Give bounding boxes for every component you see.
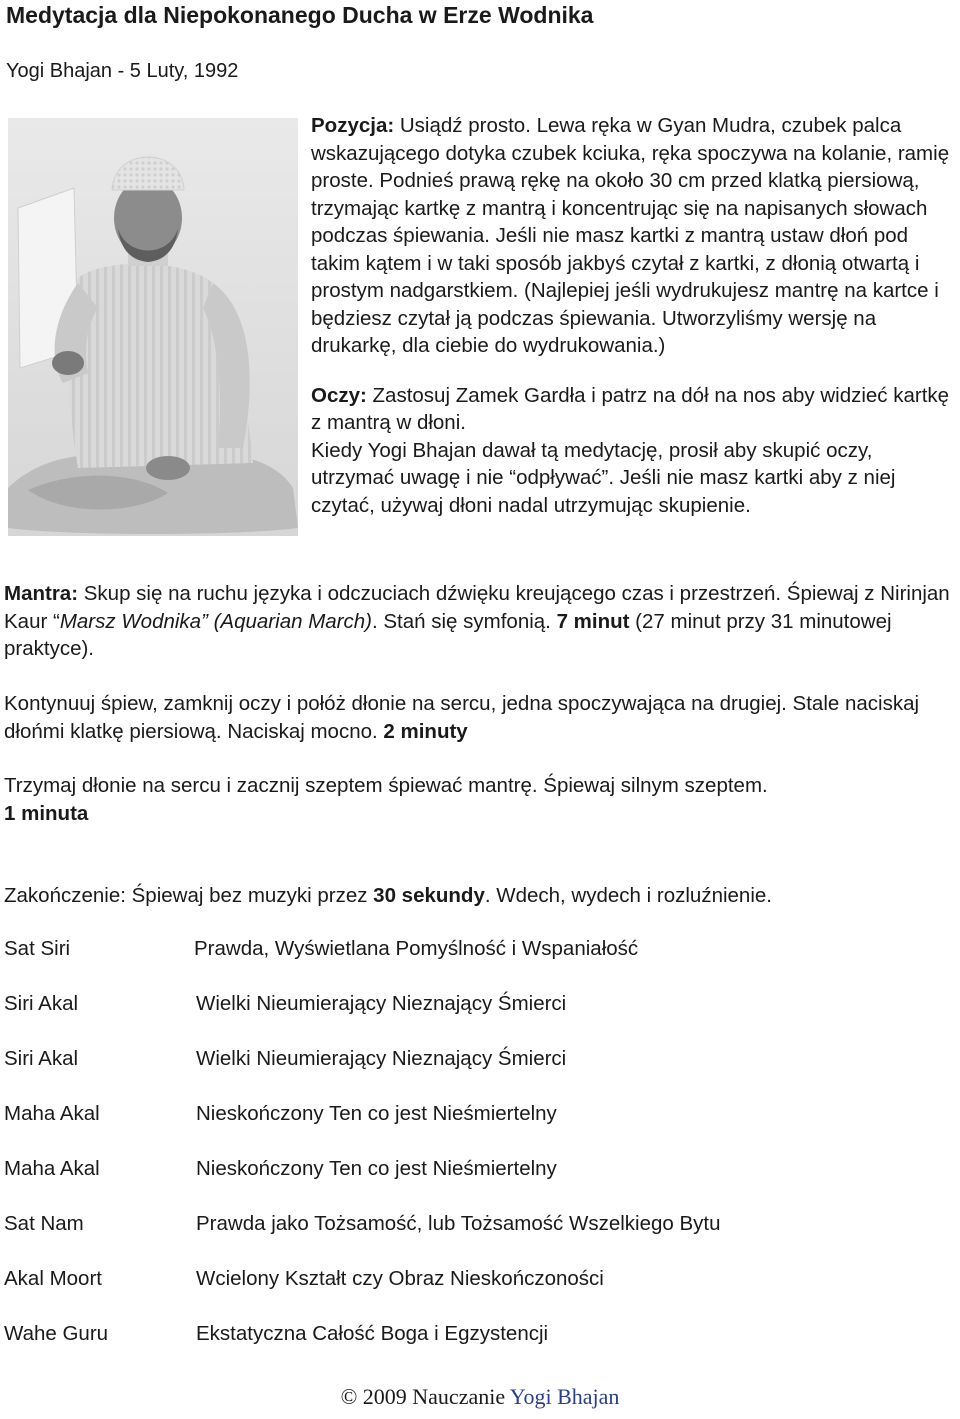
mantra-label: Mantra: (4, 582, 79, 605)
mantra-term: Akal Moort (4, 1267, 102, 1290)
mantra-line (4, 1212, 944, 1242)
position-paragraph (311, 112, 951, 360)
eyes-note: Kiedy Yogi Bhajan dawał tą medytację, prosił aby skupić oczy, utrzymać uwagę i nie “odpływać”. Jeśli nie masz kartki aby z niej czytać, używaj dłoni nadal utrzymując skupienie. (311, 438, 896, 517)
mantra-line (4, 1157, 944, 1187)
step3-paragraph (4, 772, 954, 827)
page-title: Medytacja dla Niepokonanego Ducha w Erze Wodnika (6, 2, 594, 28)
ending-paragraph (4, 882, 954, 910)
mantra-translation: Wcielony Kształt czy Obraz Nieskończoności (196, 1267, 604, 1290)
position-label: Pozycja: (311, 114, 395, 137)
mantra-term: Sat Siri (4, 937, 71, 960)
mantra-translation: Wielki Nieumierający Nieznający Śmierci (196, 992, 567, 1015)
eyes-paragraph (311, 382, 951, 437)
mantra-term: Maha Akal (4, 1157, 100, 1180)
ending-text-2: . Wdech, wydech i rozluźnienie. (484, 884, 772, 907)
step2-text: Kontynuuj śpiew, zamknij oczy i połóż dłonie na sercu, jedna spoczywająca na drugiej. Stale naciskaj dłońmi klatkę piersiową. Naciskaj mocno. (4, 692, 920, 743)
mantra-line (4, 1102, 944, 1132)
footer (0, 1384, 960, 1410)
mantra-translation: Prawda, Wyświetlana Pomyślność i Wspaniałość (194, 937, 639, 960)
mantra-term: Siri Akal (4, 992, 79, 1015)
mantra-text-3: (27 minut przy 31 minutowej praktyce). (4, 609, 892, 660)
position-text: Usiądź prosto. Lewa ręka w Gyan Mudra, czubek palca wskazującego dotyka czubek kciuka, ręka spoczywa na kolanie, ramię proste. Podnieś prawą rękę na około 30 cm przed klatką piersiową, trzymając kartkę z mantrą i koncentrując się na napisanych słowach podczas śpiewania. Jeśli nie masz kartki z mantrą ustaw dłoń pod takim kątem i w taki sposób jakbyś czytał z kartki, z dłonią otwartą i prostym nadgarstkiem. (Najlepiej jeśli wydrukujesz mantrę na kartce i będziesz czytał ją podczas śpiewania. Utworzyliśmy wersję na drukarkę, dla ciebie do wydrukowania.) (311, 114, 950, 357)
mantra-duration: 7 minut (556, 609, 630, 633)
mantra-term: Wahe Guru (4, 1322, 109, 1345)
mantra-translation: Nieskończony Ten co jest Nieśmiertelny (196, 1157, 557, 1180)
step2-duration: 2 minuty (383, 719, 468, 743)
step3-text: Trzymaj dłonie na sercu i zacznij szeptem śpiewać mantrę. Śpiewaj silnym szeptem. (4, 774, 768, 797)
instructions-column (311, 112, 951, 519)
eyes-label: Oczy: (311, 383, 367, 407)
mantra-text-2: . Stań się symfonią. (371, 609, 557, 633)
step2-paragraph (4, 690, 954, 745)
ending-text-1: Zakończenie: Śpiewaj bez muzyki przez (4, 884, 374, 907)
footer-copyright: © 2009 Nauczanie (340, 1384, 510, 1409)
mantra-translation: Prawda jako Tożsamość, lub Tożsamość Wszelkiego Bytu (196, 1212, 721, 1235)
mantra-paragraph (4, 580, 954, 663)
mantra-line (4, 1322, 944, 1352)
mantra-translation: Nieskończony Ten co jest Nieśmiertelny (196, 1102, 557, 1125)
mantra-song: Marsz Wodnika” (Aquarian March) (59, 609, 372, 633)
mantra-term: Maha Akal (4, 1102, 100, 1125)
mantra-line (4, 937, 944, 967)
mantra-text-1: Skup się na ruchu języka i odczuciach dźwięku kreującego czas i przestrzeń. Śpiewaj z Nirinjan Kaur “ (4, 582, 950, 633)
meditation-photo (8, 118, 298, 536)
mantra-term: Sat Nam (4, 1212, 84, 1235)
ending-duration: 30 sekundy (373, 884, 485, 907)
mantra-term: Siri Akal (4, 1047, 79, 1070)
mantra-translation: Wielki Nieumierający Nieznający Śmierci (196, 1047, 567, 1070)
eyes-text: Zastosuj Zamek Gardła i patrz na dół na nos aby widzieć kartkę z mantrą w dłoni. (311, 383, 950, 434)
mantra-line (4, 992, 944, 1022)
mantra-line (4, 1047, 944, 1077)
mantra-translation: Ekstatyczna Całość Boga i Egzystencji (196, 1322, 549, 1345)
mantra-line (4, 1267, 944, 1297)
footer-author: Yogi Bhajan (509, 1384, 620, 1409)
page-subtitle: Yogi Bhajan - 5 Luty, 1992 (6, 60, 239, 82)
step3-duration: 1 minuta (4, 801, 89, 825)
